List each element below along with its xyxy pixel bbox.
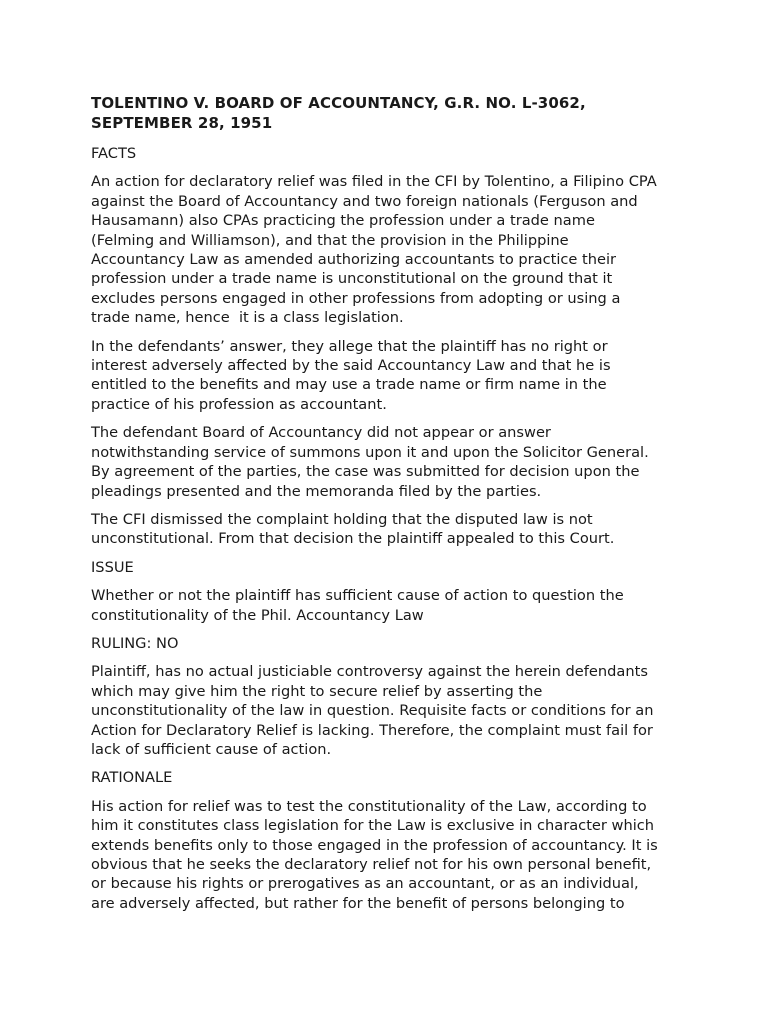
text-line: entitled to the benefits and may use a trade name or firm name in the: [91, 376, 607, 394]
section-heading-issue: ISSUE: [91, 558, 134, 576]
text-line: The defendant Board of Accountancy did not appear or answer: [91, 424, 551, 442]
facts-paragraph: [91, 337, 691, 415]
facts-paragraph: [91, 423, 691, 501]
facts-paragraph: [91, 510, 691, 549]
section-heading-rationale: RATIONALE: [91, 769, 173, 787]
text-line: An action for declaratory relief was filed in the CFI by Tolentino, a Filipino CPA: [91, 173, 657, 191]
case-title: [91, 94, 691, 133]
text-line: or because his rights or prerogatives as an accountant, or as an individual,: [91, 875, 639, 893]
text-line: In the defendants’ answer, they allege that the plaintiff has no right or: [91, 337, 608, 355]
text-line: Hausamann) also CPAs practicing the profession under a trade name: [91, 212, 595, 230]
rationale-paragraph: [91, 797, 691, 913]
section-heading-ruling: RULING: NO: [91, 634, 179, 652]
text-line: The CFI dismissed the complaint holding that the disputed law is not: [91, 510, 593, 528]
text-line: unconstitutionality of the law in question. Requisite facts or conditions for an: [91, 702, 654, 720]
text-line: His action for relief was to test the constitutionality of the Law, according to: [91, 797, 647, 815]
case-title-line: SEPTEMBER 28, 1951: [91, 113, 273, 132]
section-heading-facts: FACTS: [91, 145, 137, 162]
text-line: unconstitutional. From that decision the plaintiff appealed to this Court.: [91, 530, 615, 548]
text-line: By agreement of the parties, the case was submitted for decision upon the: [91, 463, 640, 481]
text-line: are adversely affected, but rather for the benefit of persons belonging to: [91, 894, 625, 912]
text-line: profession under a trade name is unconstitutional on the ground that it: [91, 270, 613, 288]
text-line: against the Board of Accountancy and two foreign nationals (Ferguson and: [91, 192, 638, 210]
text-line: which may give him the right to secure relief by asserting the: [91, 682, 543, 700]
text-line: (Felming and Williamson), and that the provision in the Philippine: [91, 231, 569, 249]
text-line: lack of sufficient cause of action.: [91, 740, 332, 758]
text-line: pleadings presented and the memoranda filed by the parties.: [91, 482, 542, 500]
document-body: [91, 94, 691, 922]
text-line: notwithstanding service of summons upon it and upon the Solicitor General.: [91, 443, 649, 461]
text-line: Plaintiff, has no actual justiciable controversy against the herein defendants: [91, 663, 648, 681]
ruling-paragraph: [91, 662, 691, 759]
text-line: Action for Declaratory Relief is lacking. Therefore, the complaint must fail for: [91, 721, 653, 739]
text-line: practice of his profession as accountant.: [91, 395, 387, 413]
text-line: Whether or not the plaintiff has sufficient cause of action to question the: [91, 587, 624, 605]
text-line: Accountancy Law as amended authorizing accountants to practice their: [91, 251, 617, 269]
text-line: extends benefits only to those engaged in the profession of accountancy. It is: [91, 836, 658, 854]
text-line: trade name, hence it is a class legislation.: [91, 309, 404, 327]
text-line: excludes persons engaged in other professions from adopting or using a: [91, 289, 621, 307]
text-line: him it constitutes class legislation for the Law is exclusive in character which: [91, 817, 655, 835]
issue-paragraph: [91, 586, 691, 625]
text-line: obvious that he seeks the declaratory relief not for his own personal benefit,: [91, 856, 652, 873]
text-line: constitutionality of the Phil. Accountancy Law: [91, 606, 424, 624]
case-title-line: TOLENTINO V. BOARD OF ACCOUNTANCY, G.R. NO. L-3062,: [91, 94, 586, 112]
facts-paragraph: [91, 172, 691, 327]
text-line: interest adversely affected by the said Accountancy Law and that he is: [91, 357, 611, 375]
